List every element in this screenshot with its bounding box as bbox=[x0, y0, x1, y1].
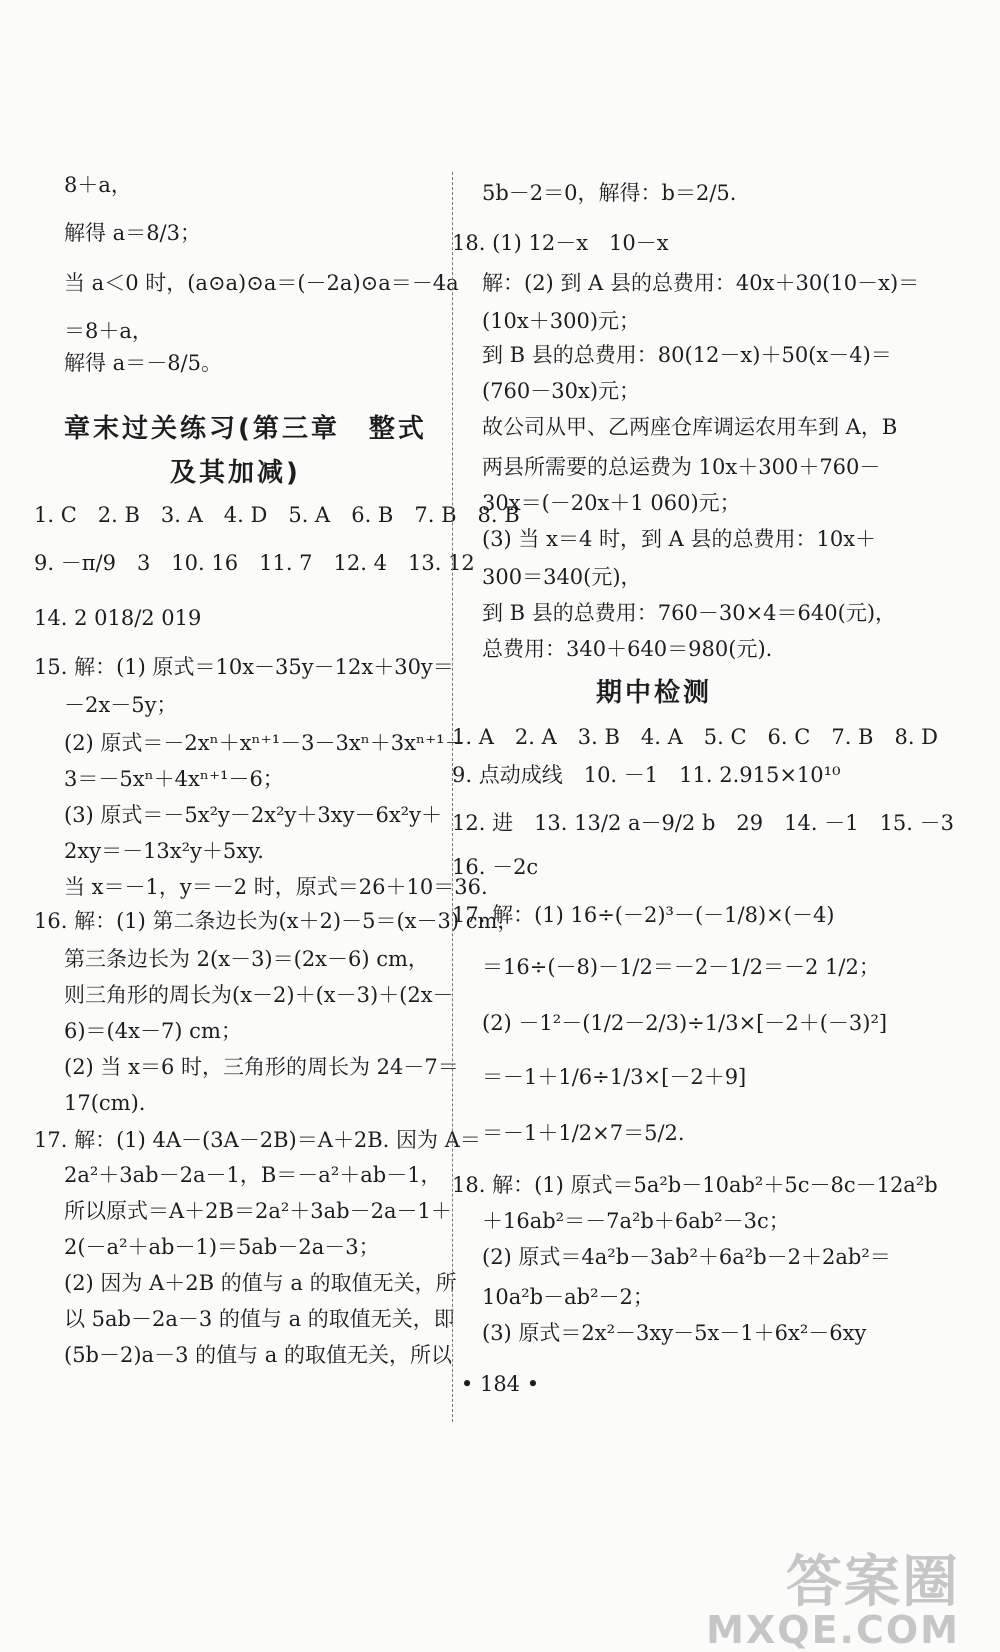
text-line: ＝－1＋1/2×7＝5/2. bbox=[482, 1121, 685, 1145]
text-line: 6)＝(4x－7) cm； bbox=[64, 1019, 242, 1043]
text-line: 解得 a＝8/3； bbox=[64, 221, 201, 245]
watermark-logo: 答案圈 MXQE.COM bbox=[706, 1550, 960, 1652]
text-line: 18. (1) 12－x 10－x bbox=[452, 231, 669, 255]
text-line: (2) 原式＝－2xⁿ＋xⁿ⁺¹－3－3xⁿ＋3xⁿ⁺¹－ bbox=[64, 731, 466, 755]
text-line: 8＋a， bbox=[64, 173, 132, 197]
text-line: 总费用：340＋640＝980(元). bbox=[482, 637, 773, 661]
text-line: 18. 解：(1) 原式＝5a²b－10ab²＋5c－8c－12a²b bbox=[452, 1173, 938, 1197]
section-heading: 及其加减) bbox=[170, 458, 301, 488]
text-line: 16. －2c bbox=[452, 855, 539, 879]
text-line: －2x－5y； bbox=[64, 693, 178, 717]
text-line: 17. 解：(1) 4A－(3A－2B)＝A＋2B. 因为 A＝ bbox=[34, 1128, 481, 1152]
text-line: (3) 当 x＝4 时，到 A 县的总费用：10x＋ bbox=[482, 527, 877, 551]
text-line: ＋16ab²＝－7a²b＋6ab²－3c； bbox=[482, 1209, 790, 1233]
text-line: 3＝－5xⁿ＋4xⁿ⁺¹－6； bbox=[64, 767, 284, 791]
text-line: (2) －1²－(1/2－2/3)÷1/3×[－2＋(－3)²] bbox=[482, 1011, 888, 1035]
text-line: 2(－a²＋ab－1)＝5ab－2a－3； bbox=[64, 1235, 380, 1259]
text-line: (2) 当 x＝6 时，三角形的周长为 24－7＝ bbox=[64, 1055, 459, 1079]
text-line: 以 5ab－2a－3 的值与 a 的取值无关，即 bbox=[64, 1307, 455, 1331]
page-number: • 184 • bbox=[460, 1372, 540, 1396]
text-line: 15. 解：(1) 原式＝10x－35y－12x＋30y＝ bbox=[34, 655, 454, 679]
text-line: ＝－1＋1/6÷1/3×[－2＋9] bbox=[482, 1065, 747, 1089]
text-line: ＝8＋a， bbox=[64, 319, 153, 343]
text-line: (3) 原式＝2x²－3xy－5x－1＋6x²－6xy bbox=[482, 1321, 867, 1345]
text-line: 则三角形的周长为(x－2)＋(x－3)＋(2x－ bbox=[64, 983, 454, 1007]
text-line: (10x＋300)元； bbox=[482, 309, 641, 333]
text-line: 9. －π/9 3 10. 16 11. 7 12. 4 13. 12 bbox=[34, 551, 475, 575]
text-line: (2) 原式＝4a²b－3ab²＋6a²b－2＋2ab²＝ bbox=[482, 1245, 891, 1269]
text-line: 14. 2 018/2 019 bbox=[34, 606, 202, 630]
text-line: 12. 进 13. 13/2 a－9/2 b 29 14. －1 15. －3 bbox=[452, 811, 954, 835]
text-line: 解：(2) 到 A 县的总费用：40x＋30(10－x)＝ bbox=[482, 271, 920, 295]
text-line: 所以原式＝A＋2B＝2a²＋3ab－2a－1＋ bbox=[64, 1199, 452, 1223]
text-line: 故公司从甲、乙两座仓库调运农用车到 A，B bbox=[482, 415, 898, 439]
column-divider bbox=[452, 172, 453, 1422]
text-line: (760－30x)元； bbox=[482, 379, 641, 403]
text-line: 2a²＋3ab－2a－1，B＝－a²＋ab－1， bbox=[64, 1163, 442, 1187]
section-heading: 章末过关练习(第三章 整式 bbox=[64, 414, 427, 444]
text-line: 16. 解：(1) 第二条边长为(x＋2)－5＝(x－3) cm， bbox=[34, 909, 519, 933]
text-line: (5b－2)a－3 的值与 a 的取值无关，所以 bbox=[64, 1343, 452, 1367]
text-line: 300＝340(元)， bbox=[482, 565, 642, 589]
text-line: 解得 a＝－8/5。 bbox=[64, 351, 222, 375]
text-line: 10a²b－ab²－2； bbox=[482, 1285, 654, 1309]
text-line: 17(cm). bbox=[64, 1091, 146, 1115]
text-line: 当 x＝－1，y＝－2 时，原式＝26＋10＝36. bbox=[64, 875, 488, 899]
text-line: ＝16÷(－8)－1/2＝－2－1/2＝－2 1/2； bbox=[482, 955, 880, 979]
text-line: 9. 点动成线 10. －1 11. 2.915×10¹⁰ bbox=[452, 763, 841, 787]
text-line: 2xy＝－13x²y＋5xy. bbox=[64, 839, 264, 863]
text-line: (3) 原式＝－5x²y－2x²y＋3xy－6x²y＋ bbox=[64, 803, 442, 827]
text-line: 1. C 2. B 3. A 4. D 5. A 6. B 7. B 8. B bbox=[34, 503, 520, 527]
text-line: 两县所需要的总运费为 10x＋300＋760－ bbox=[482, 455, 881, 479]
text-line: 1. A 2. A 3. B 4. A 5. C 6. C 7. B 8. D bbox=[452, 725, 939, 749]
text-line: 第三条边长为 2(x－3)＝(2x－6) cm， bbox=[64, 947, 429, 971]
text-line: 17. 解：(1) 16÷(－2)³－(－1/8)×(－4) bbox=[452, 903, 835, 927]
text-line: (2) 因为 A＋2B 的值与 a 的取值无关，所 bbox=[64, 1271, 457, 1295]
text-line: 到 B 县的总费用：80(12－x)＋50(x－4)＝ bbox=[482, 343, 892, 367]
text-line: 到 B 县的总费用：760－30×4＝640(元)， bbox=[482, 601, 897, 625]
text-line: 30x＝(－20x＋1 060)元； bbox=[482, 491, 741, 515]
text-line: 当 a＜0 时，(a⊙a)⊙a＝(－2a)⊙a＝－4a bbox=[64, 271, 459, 295]
text-line: 5b－2＝0，解得：b＝2/5. bbox=[482, 181, 737, 205]
section-heading: 期中检测 bbox=[596, 678, 713, 708]
